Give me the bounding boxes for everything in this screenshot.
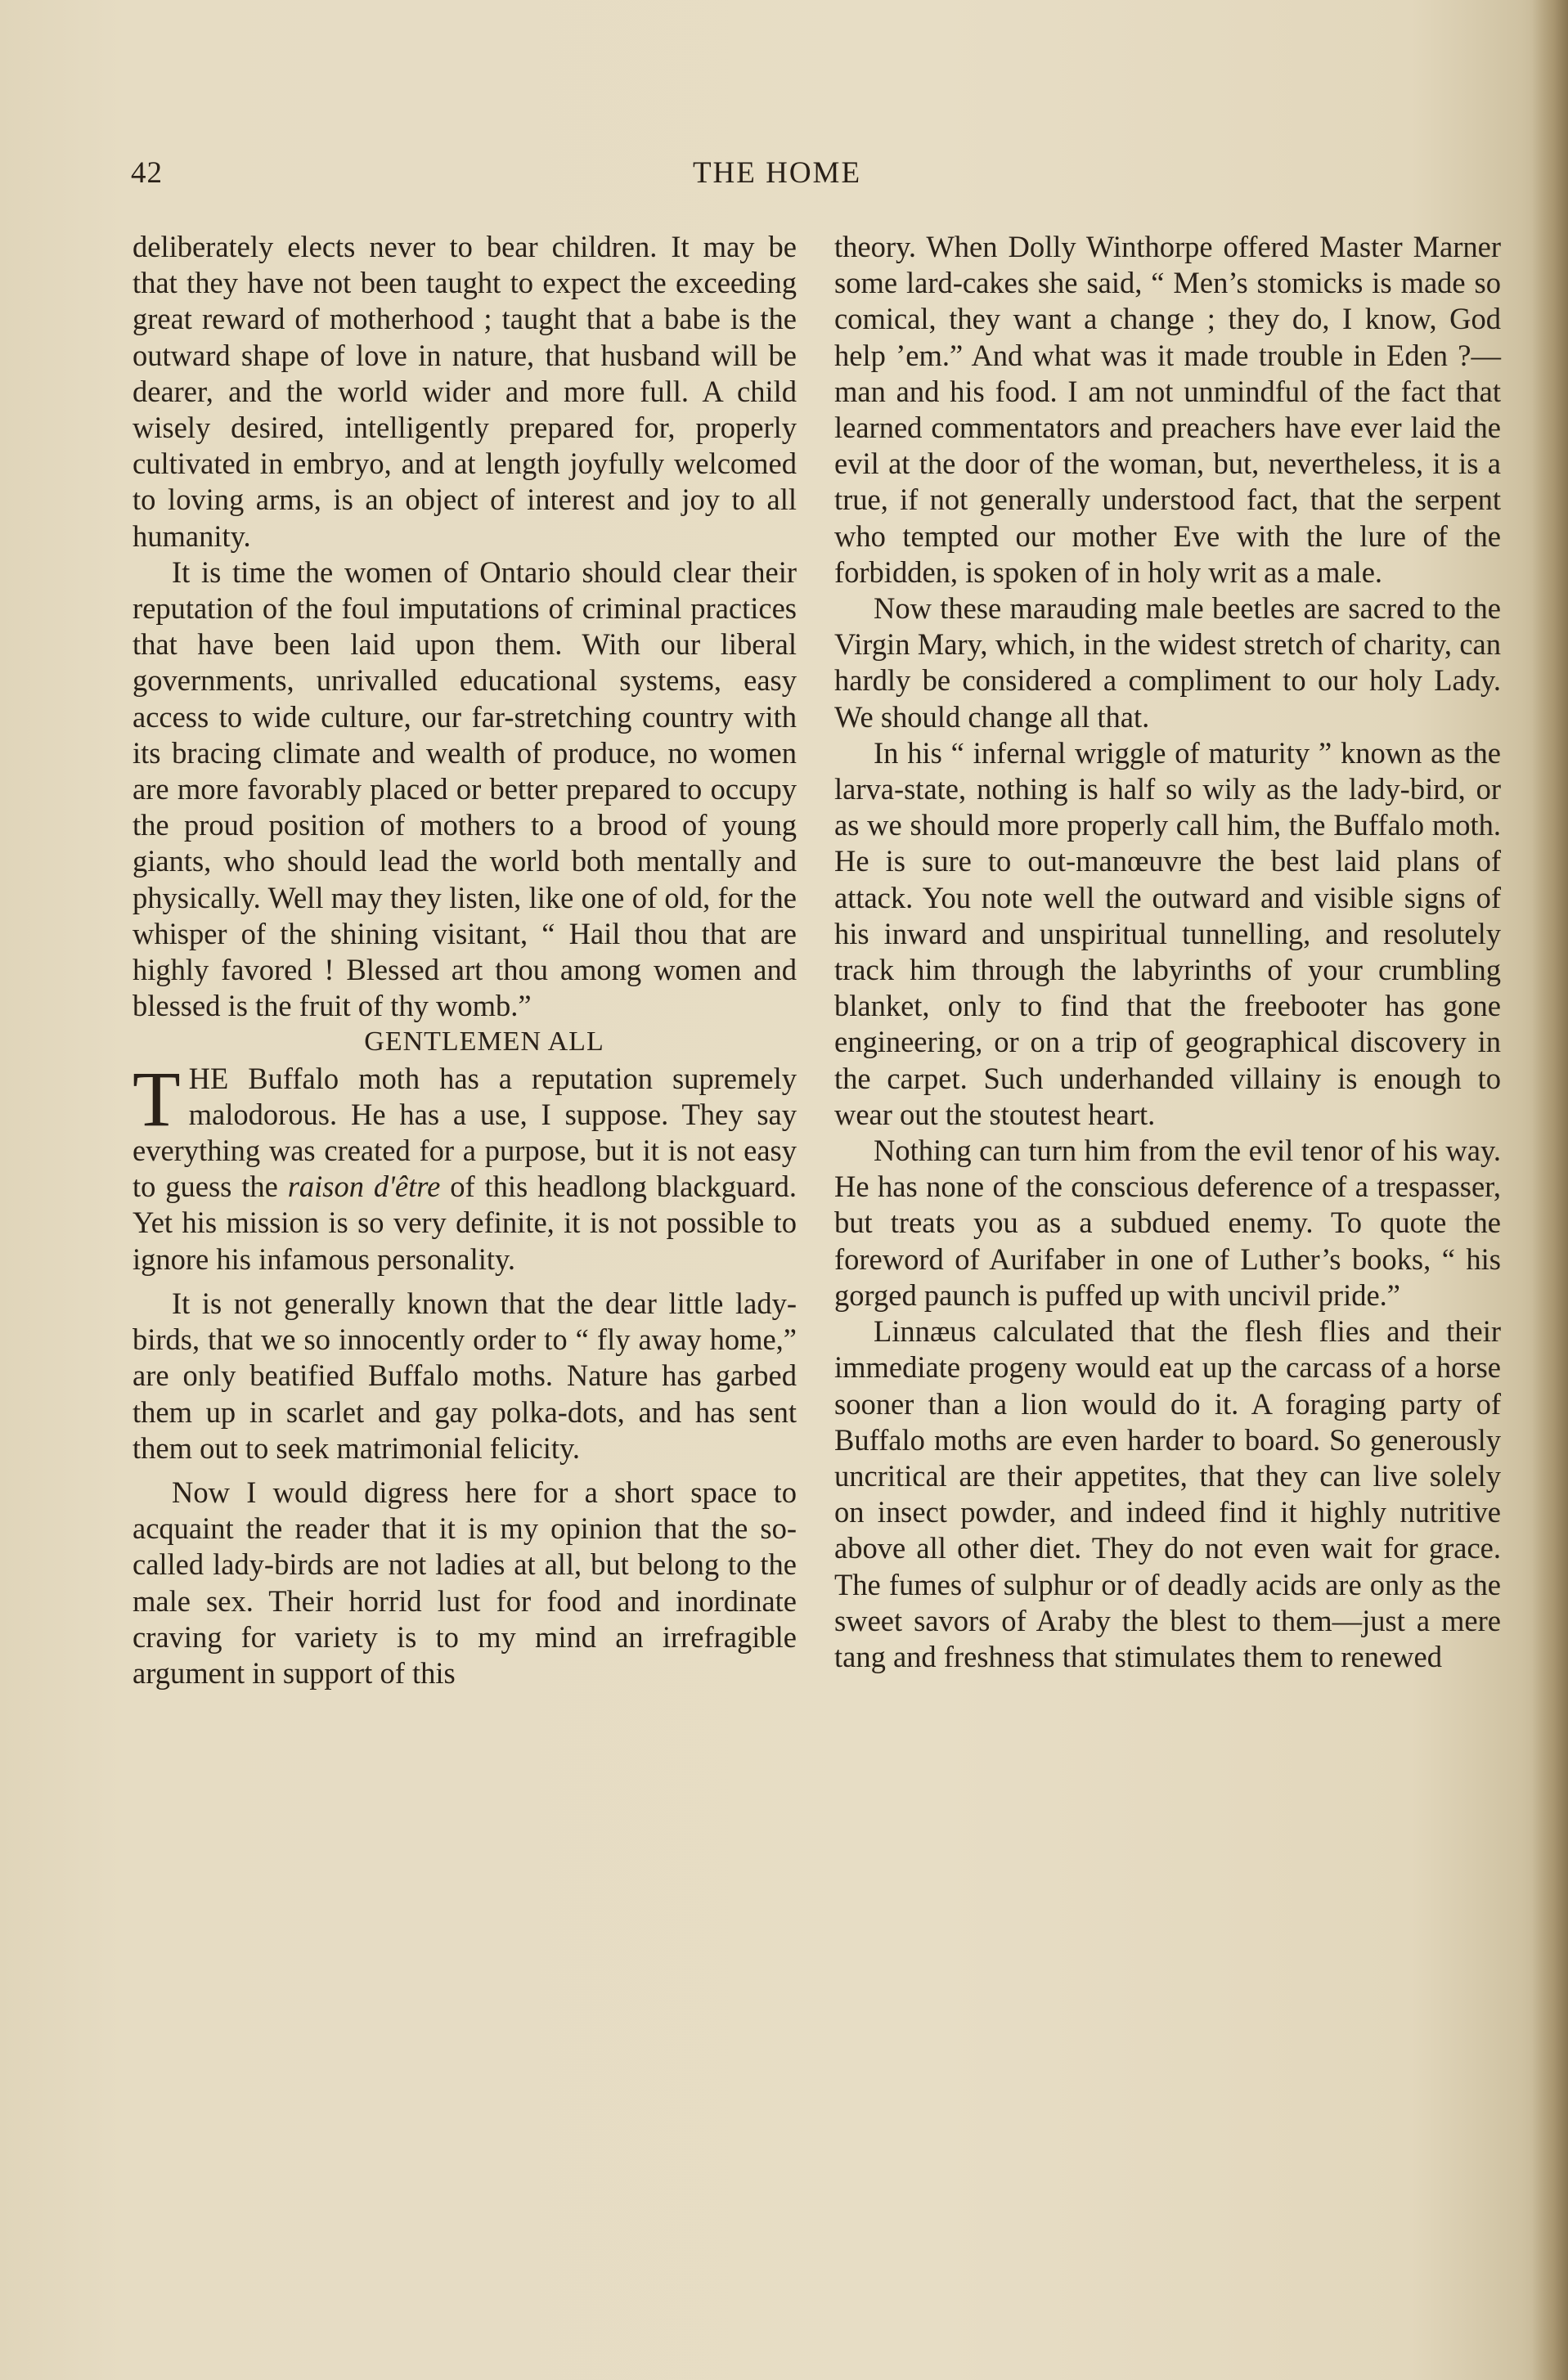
running-title: THE HOME <box>692 156 862 190</box>
drop-cap: T <box>133 1054 181 1143</box>
left-column <box>133 229 797 1691</box>
page-number: 42 <box>131 156 163 190</box>
page-spine-shadow <box>1532 0 1568 2380</box>
section-heading: GENTLEMEN ALL <box>364 1026 604 1058</box>
page-header <box>131 155 1423 196</box>
left-paragraph-3-italic: raison d'être <box>287 1170 441 1204</box>
left-paragraph-4: It is not generally known that the dear little lady-birds, that we so innocently order to “ fly away home,” are only beatified Buffalo moths. Nature has garbed them up in scarlet and gay polka-dots, and has sent them out to seek matrimonial felicity. <box>133 1286 797 1465</box>
left-paragraph-1: deliberately elects never to bear children. It may be that they have not been taught to expect the exceeding great reward of motherhood ; taught that a babe is the outward shape of love in nature, that husband will be dearer, and the world wider and more full. A child wisely desired, intelligently prepared for, properly cultivated in embryo, and at length joyfully welcomed to loving arms, is an object of interest and joy to all humanity. <box>133 230 797 553</box>
right-paragraph-1: theory. When Dolly Winthorpe offered Master Marner some lard-cakes she said, “ Men’s stomicks is made so comical, they want a change ; they do, I know, God help ’em.” And what was it made trouble in Eden ?—man and his food. I am not unmindful of the fact that learned commentators and preachers have ever laid the evil at the door of the woman, but, nevertheless, it is a true, if not generally understood fact, that the serpent who tempted our mother Eve with the lure of the forbidden, is spoken of in holy writ as a male. <box>834 230 1501 589</box>
right-paragraph-2: Now these marauding male beetles are sacred to the Virgin Mary, which, in the widest stretch of charity, can hardly be considered a compliment to our holy Lady. We should change all that. <box>834 591 1501 734</box>
left-paragraph-2: It is time the women of Ontario should clear their reputation of the foul imputations of criminal practices that have been laid upon them. With our liberal governments, unrivalled educational systems, easy access to wide culture, our far-stretching country with its bracing climate and wealth of produce, no women are more favorably placed or better prepared to occupy the proud position of mothers to a brood of young giants, who should lead the world both mentally and physically. Well may they listen, like one of old, for the whisper of the shining visitant, “ Hail thou that are highly favored ! Blessed art thou among women and blessed is the fruit of thy womb.” <box>133 555 797 1023</box>
right-column <box>834 229 1501 1675</box>
right-paragraph-4: Nothing can turn him from the evil tenor of his way. He has none of the conscious deference of a trespasser, but treats you as a subdued enemy. To quote the foreword of Aurifaber in one of Luther’s books, “ his gorged paunch is puffed up with uncivil pride.” <box>834 1134 1501 1312</box>
left-paragraph-3 <box>133 1054 797 1278</box>
left-paragraph-5: Now I would digress here for a short space to acquaint the reader that it is my opinion that the so-called lady-birds are not ladies at all, but belong to the male sex. Their horrid lust for food and inordinate craving for variety is to my mind an irrefragible argument in support of this <box>133 1475 797 1690</box>
right-paragraph-3: In his “ infernal wriggle of maturity ” known as the larva-state, nothing is half so wily as the lady-bird, or as we should more properly call him, the Buffalo moth. He is sure to out-manœuvre the best laid plans of attack. You note well the outward and visible signs of his inward and unspiritual tunnelling, and resolutely track him through the labyrinths of your crumbling blanket, only to find that the freebooter has gone engineering, or on a trip of geographical discovery in the carpet. Such underhanded villainy is enough to wear out the stoutest heart. <box>834 735 1501 1131</box>
left-paragraph-3-text-a: HE Buffalo moth has a reputation supremely malodorous. He has a use, I suppose. They say everything was created for a purpose, but it is not easy to guess the <box>133 1061 797 1204</box>
right-paragraph-5: Linnæus calculated that the flesh flies and their immediate progeny would eat up the carcass of a horse sooner than a lion would do it. A foraging party of Buffalo moths are even harder to board. So generously uncritical are their appetites, that they can live solely on insect powder, and indeed find it highly nutritive above all other diet. They do not even wait for grace. The fumes of sulphur or of deadly acids are only as the sweet savors of Araby the blest to them—just a mere tang and freshness that stimulates them to renewed <box>834 1314 1501 1673</box>
left-paragraph-3-text-b: of this headlong blackguard. Yet his mission is so very definite, it is not possible to ignore his infamous personality. <box>133 1170 797 1276</box>
